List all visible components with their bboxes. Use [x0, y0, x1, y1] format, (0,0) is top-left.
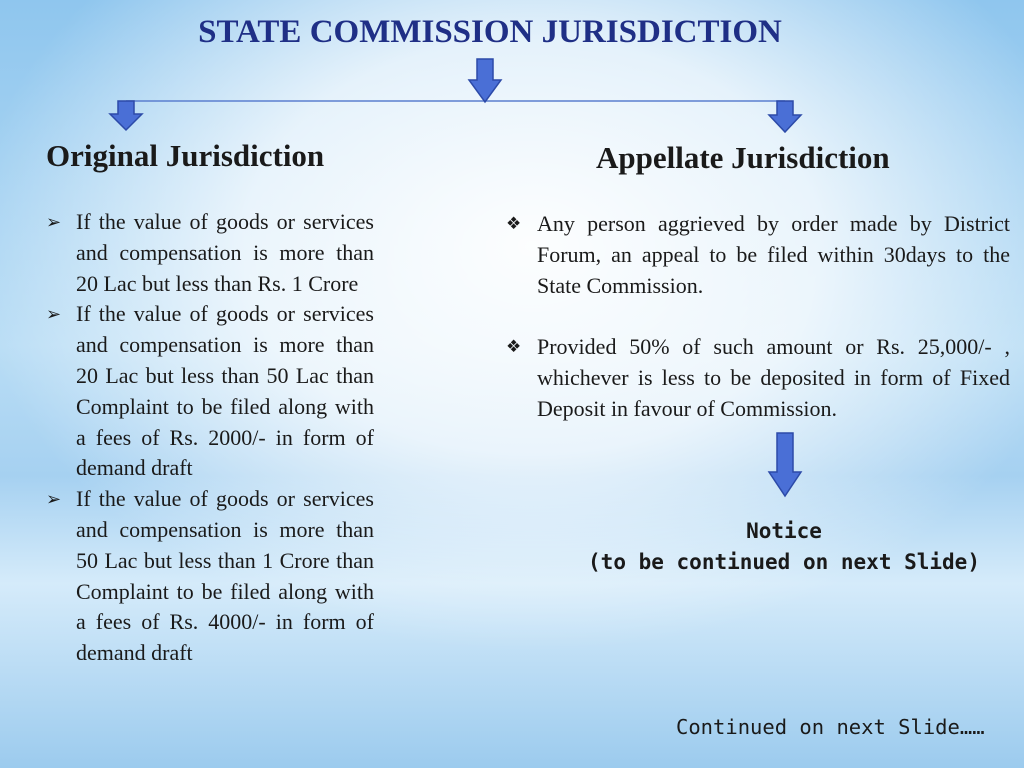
arrow-bullet-icon: ➢ [46, 489, 62, 510]
list-item: ➢ If the value of goods or services and compensation is more than 20 Lac but less than 50 Lac than Complaint to be filed along with a fees of Rs. 2000/- in form of demand draft [46, 301, 374, 481]
down-arrow-icon [108, 100, 144, 132]
arrow-bullet-icon: ➢ [46, 304, 62, 325]
arrow-bullet-icon: ➢ [46, 212, 62, 232]
connector-line [0, 0, 1024, 140]
slide-title: STATE COMMISSION JURISDICTION [198, 14, 782, 50]
diamond-bullet-icon: ❖ [506, 214, 522, 233]
appellate-jurisdiction-heading: Appellate Jurisdiction [596, 140, 890, 175]
notice-subtext: (to be continued on next Slide) [588, 550, 980, 574]
original-jurisdiction-list [46, 207, 374, 669]
list-item: ➢ If the value of goods or services and compensation is more than 20 Lac but less than Rs. 1 Crore [46, 209, 374, 296]
notice-text [560, 516, 1008, 578]
list-item: ❖ Any person aggrieved by order made by District Forum, an appeal to be filed within 30days to the State Commission. [506, 211, 1010, 298]
list-item: ❖ Provided 50% of such amount or Rs. 25,000/- , whichever is less to be deposited in form of Fixed Deposit in favour of Commission. [506, 334, 1010, 421]
list-item: ➢ If the value of goods or services and compensation is more than 50 Lac but less than 1 Crore than Complaint to be filed along with a fees of Rs. 4000/- in form of demand draft [46, 486, 374, 666]
down-arrow-icon [467, 58, 503, 104]
diamond-bullet-icon: ❖ [506, 337, 522, 357]
original-jurisdiction-heading: Original Jurisdiction [46, 138, 325, 173]
down-arrow-icon [767, 100, 803, 134]
continued-footer: Continued on next Slide…… [676, 715, 985, 739]
appellate-jurisdiction-list [506, 209, 1010, 456]
down-arrow-icon [767, 432, 803, 498]
notice-label: Notice [746, 519, 822, 543]
